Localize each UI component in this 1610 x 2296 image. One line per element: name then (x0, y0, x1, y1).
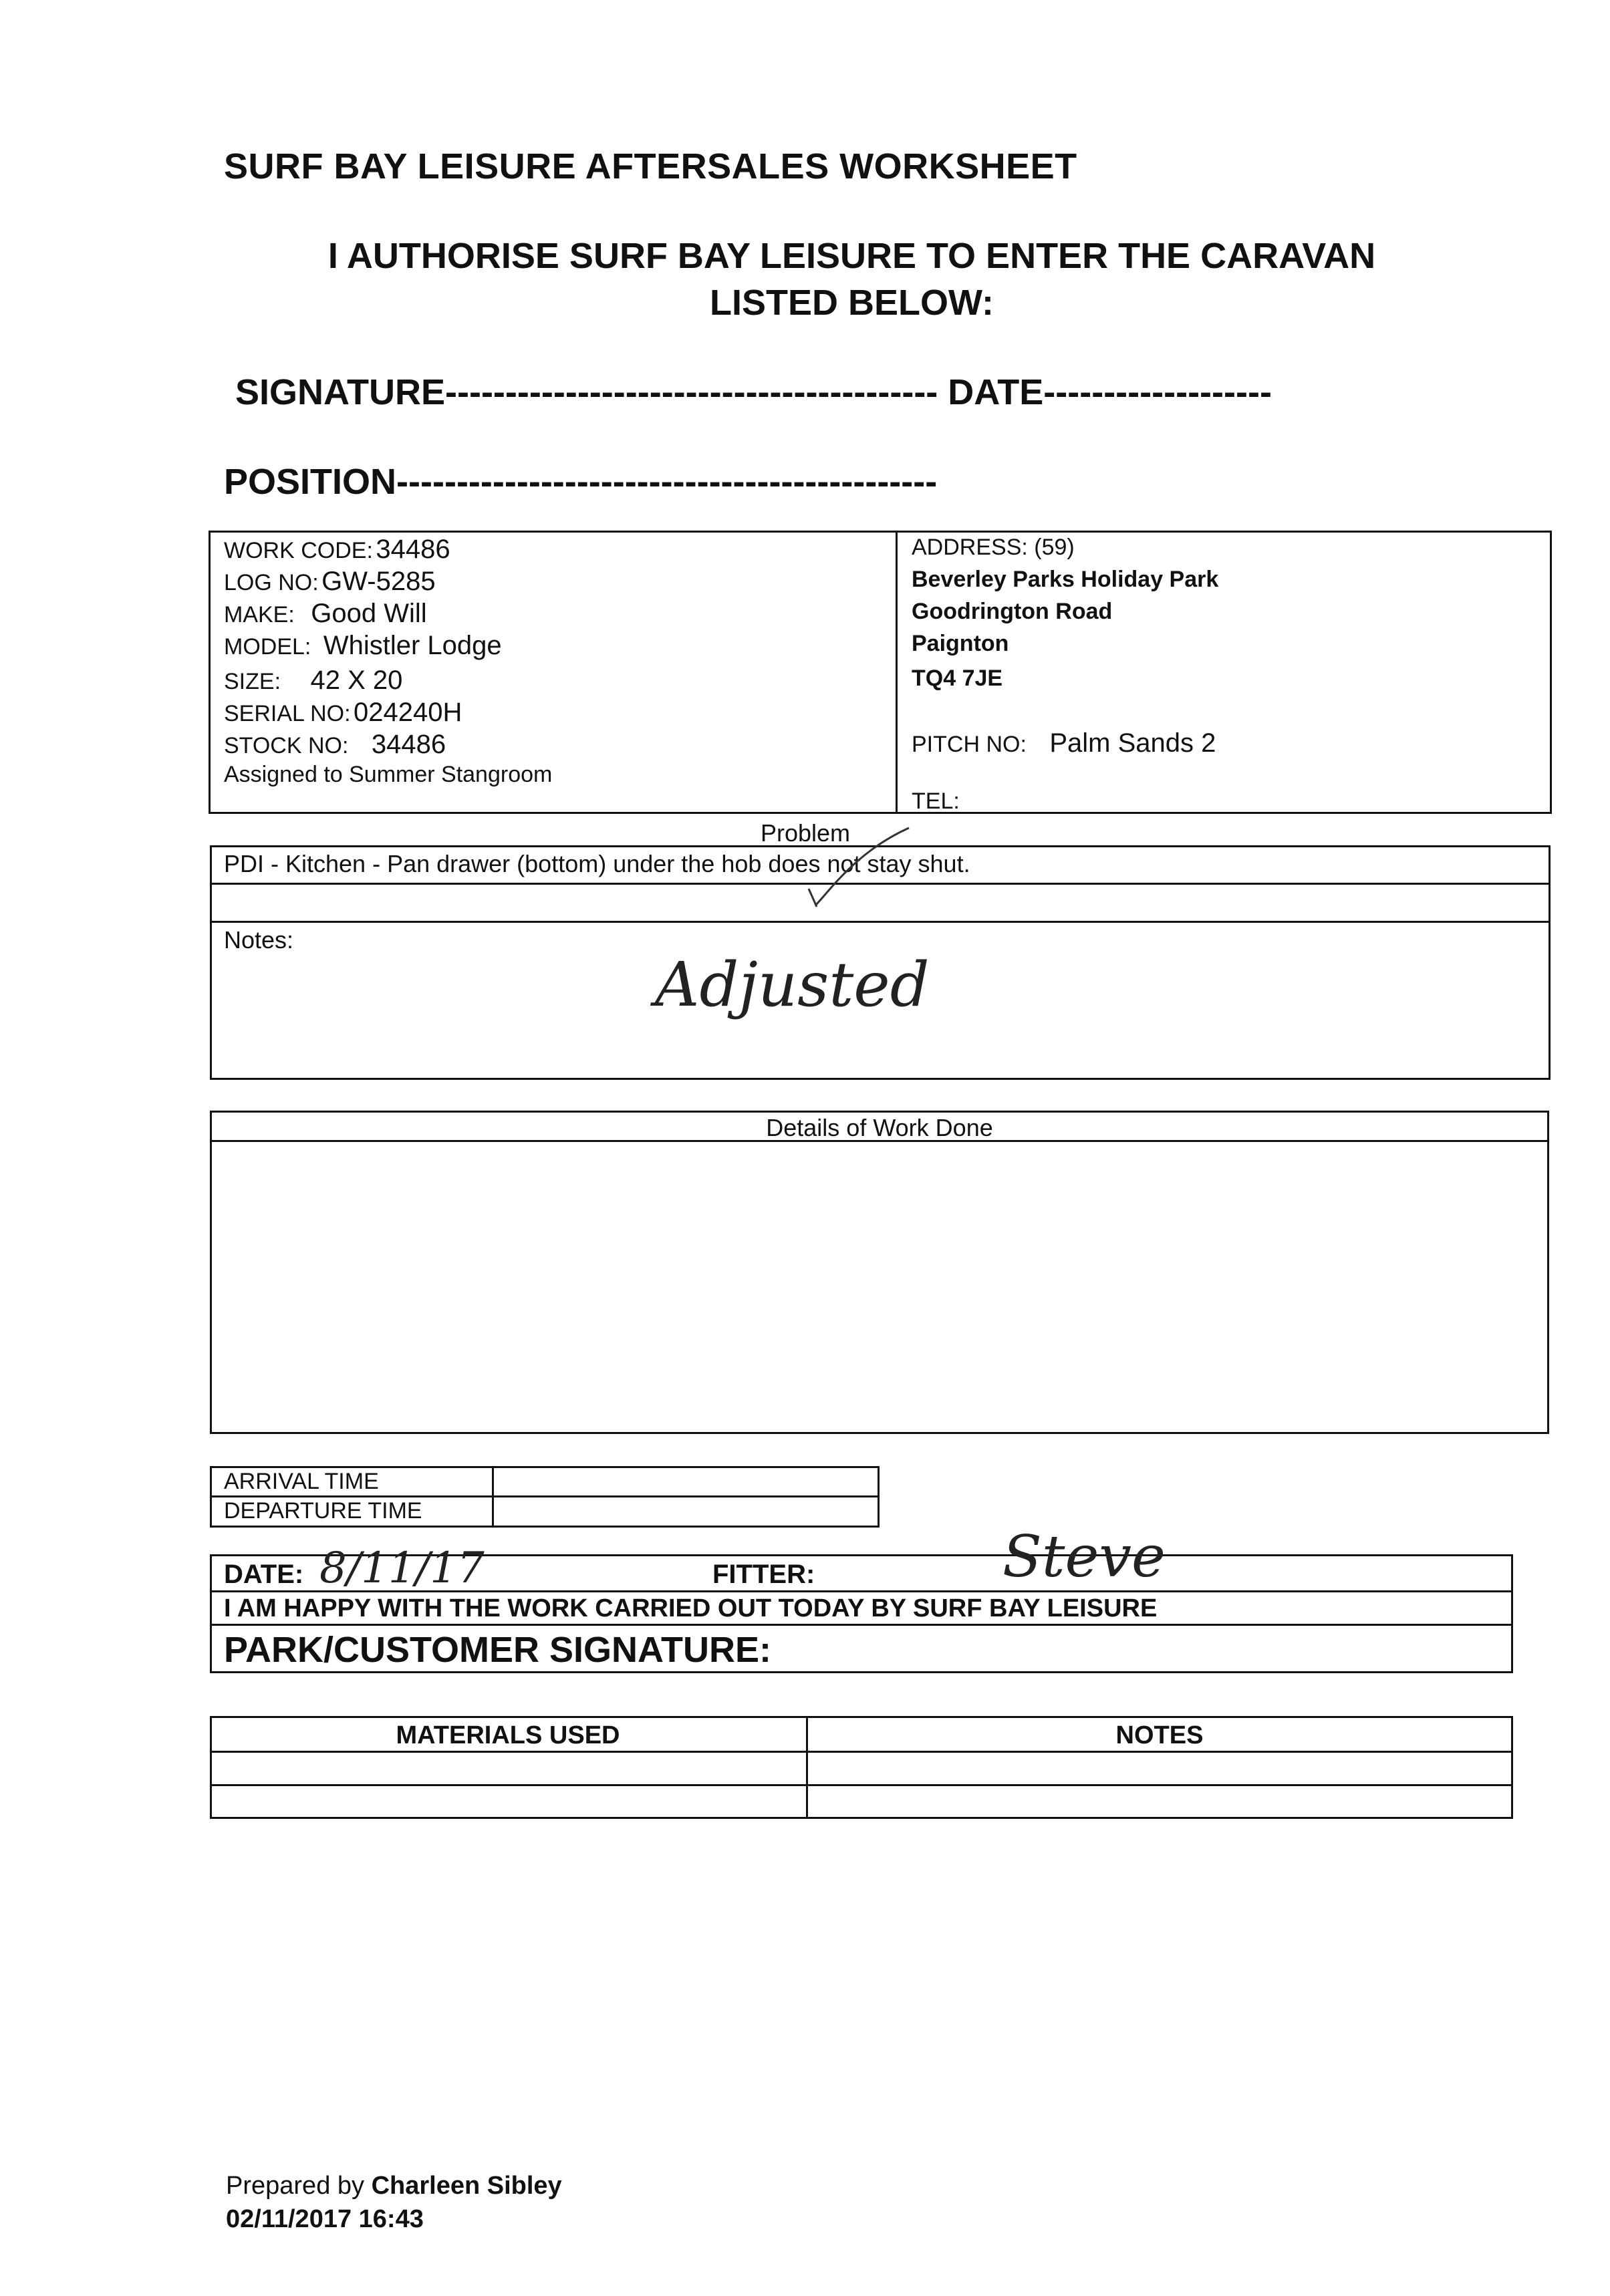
problem-text: PDI - Kitchen - Pan drawer (bottom) under the hob does not stay shut. (224, 850, 970, 877)
serial-no-label: SERIAL NO: (224, 701, 351, 726)
log-no-row (224, 567, 436, 597)
serial-no-row (224, 698, 462, 728)
customer-signature-label: PARK/CUSTOMER SIGNATURE: (224, 1630, 772, 1670)
work-code-value: 34486 (376, 535, 450, 564)
stock-no-value: 34486 (371, 730, 446, 759)
model-row (224, 631, 502, 661)
prepared-by (226, 2172, 562, 2200)
materials-header-divider (210, 1751, 1513, 1753)
stock-no-label: STOCK NO: (224, 733, 349, 758)
serial-no-value: 024240H (354, 698, 462, 727)
handwritten-tick (802, 825, 922, 919)
problem-heading: Problem (760, 819, 851, 847)
fitter-handwriting: Steve (1002, 1524, 1166, 1590)
size-label: SIZE: (224, 669, 281, 694)
work-done-heading: Details of Work Done (766, 1114, 993, 1141)
happy-statement: I AM HAPPY WITH THE WORK CARRIED OUT TODAY BY SURF BAY LEISURE (224, 1594, 1158, 1622)
details-divider (896, 531, 898, 814)
address-line-3: Paignton (912, 631, 1009, 656)
materials-used-header: MATERIALS USED (396, 1721, 620, 1749)
pitch-no-value: Palm Sands 2 (1049, 728, 1216, 758)
make-label: MAKE: (224, 602, 295, 627)
address-line-1: Beverley Parks Holiday Park (912, 567, 1219, 592)
notes-handwriting: Adjusted (655, 949, 930, 1020)
prepared-timestamp: 02/11/2017 16:43 (226, 2205, 424, 2233)
date-handwriting: 8/11/17 (319, 1544, 485, 1593)
assigned-to: Assigned to Summer Stangroom (224, 762, 553, 787)
notes-label: Notes: (224, 926, 294, 954)
work-done-box (210, 1111, 1549, 1434)
prepared-by-label: Prepared by (226, 2172, 365, 2200)
make-value: Good Will (311, 599, 427, 628)
address-label: ADDRESS: (59) (912, 535, 1075, 560)
size-row (224, 666, 402, 696)
log-no-label: LOG NO: (224, 570, 319, 595)
address-line-4: TQ4 7JE (912, 666, 1003, 691)
size-value: 42 X 20 (310, 666, 403, 695)
model-label: MODEL: (224, 634, 311, 660)
arrival-time-label: ARRIVAL TIME (224, 1469, 379, 1494)
authorise-line-1: I AUTHORISE SURF BAY LEISURE TO ENTER THE CARAVAN (327, 236, 1376, 276)
materials-row-divider (210, 1784, 1513, 1786)
stock-no-row (224, 730, 446, 760)
times-row-divider (210, 1495, 880, 1497)
prepared-by-name: Charleen Sibley (371, 2172, 562, 2200)
pitch-no-row (912, 728, 1216, 758)
signature-date-line: SIGNATURE----------------------------------------- DATE------------------- (235, 372, 1272, 412)
pitch-no-label: PITCH NO: (912, 732, 1027, 757)
tel-label: TEL: (912, 788, 960, 814)
date-label: DATE: (224, 1560, 304, 1589)
times-col-divider (492, 1466, 494, 1528)
position-line: POSITION--------------------------------------------- (224, 462, 938, 502)
departure-time-label: DEPARTURE TIME (224, 1498, 422, 1524)
log-no-value: GW-5285 (321, 567, 436, 596)
model-value: Whistler Lodge (323, 631, 502, 660)
work-code-row (224, 535, 450, 565)
materials-notes-header: NOTES (1115, 1721, 1204, 1749)
make-row (224, 599, 427, 629)
work-code-label: WORK CODE: (224, 538, 373, 563)
address-line-2: Goodrington Road (912, 599, 1113, 624)
signoff-divider-2 (210, 1624, 1513, 1626)
authorise-line-2: LISTED BELOW: (710, 283, 994, 323)
fitter-label: FITTER: (712, 1560, 815, 1589)
page-title: SURF BAY LEISURE AFTERSALES WORKSHEET (224, 146, 1077, 186)
